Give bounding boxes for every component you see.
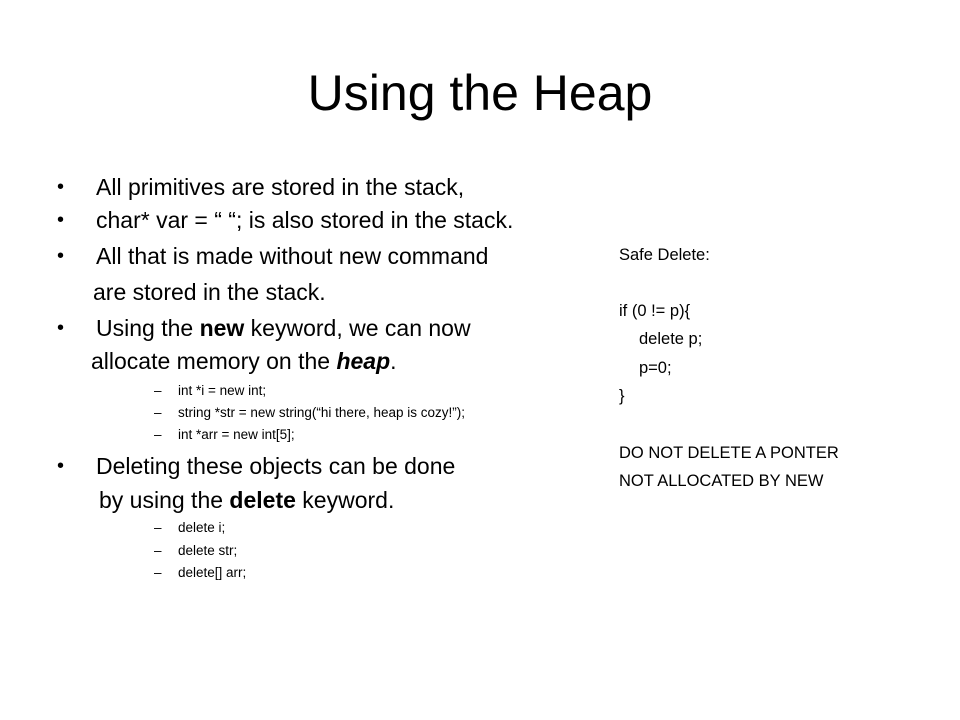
safe-delete-heading: Safe Delete: xyxy=(619,246,710,264)
safe-delete-code-line: } xyxy=(619,387,625,405)
safe-delete-warning-line: DO NOT DELETE A PONTER xyxy=(619,444,839,462)
code-example-new-array: int *arr = new int[5]; xyxy=(178,427,295,442)
code-example-new-string: string *str = new string(“hi there, heap is cozy!”); xyxy=(178,405,465,420)
dash-icon: – xyxy=(154,405,162,420)
dash-icon: – xyxy=(154,565,162,580)
dash-icon: – xyxy=(154,383,162,398)
safe-delete-code-line: if (0 != p){ xyxy=(619,302,691,320)
code-example-delete-i: delete i; xyxy=(178,520,226,535)
bullet-icon: • xyxy=(57,176,65,198)
bullet-text-primitives: All primitives are stored in the stack, xyxy=(96,174,465,200)
safe-delete-warning-line: NOT ALLOCATED BY NEW xyxy=(619,472,824,490)
dash-icon: – xyxy=(154,427,162,442)
code-example-new-int: int *i = new int; xyxy=(178,383,267,398)
dash-icon: – xyxy=(154,543,162,558)
bullet-icon: • xyxy=(57,317,65,339)
code-example-delete-arr: delete[] arr; xyxy=(178,565,247,580)
bullet-icon: • xyxy=(57,209,65,231)
bullet-text-new-keyword-cont: allocate memory on the heap. xyxy=(91,348,397,374)
bullet-icon: • xyxy=(57,245,65,267)
bullet-text-char-var: char* var = “ “; is also stored in the stack. xyxy=(96,207,514,233)
dash-icon: – xyxy=(154,520,162,535)
slide-title: Using the Heap xyxy=(307,65,653,121)
bullet-text-new-keyword: Using the new keyword, we can now xyxy=(96,315,471,341)
bullet-text-without-new-cont: are stored in the stack. xyxy=(93,279,326,305)
bullet-text-deleting: Deleting these objects can be done xyxy=(96,453,456,479)
bullet-text-deleting-cont: by using the delete keyword. xyxy=(99,487,395,513)
bullet-text-without-new: All that is made without new command xyxy=(96,243,489,269)
code-example-delete-str: delete str; xyxy=(178,543,238,558)
safe-delete-code-line: p=0; xyxy=(639,359,672,377)
safe-delete-code-line: delete p; xyxy=(639,330,703,348)
bullet-icon: • xyxy=(57,455,65,477)
